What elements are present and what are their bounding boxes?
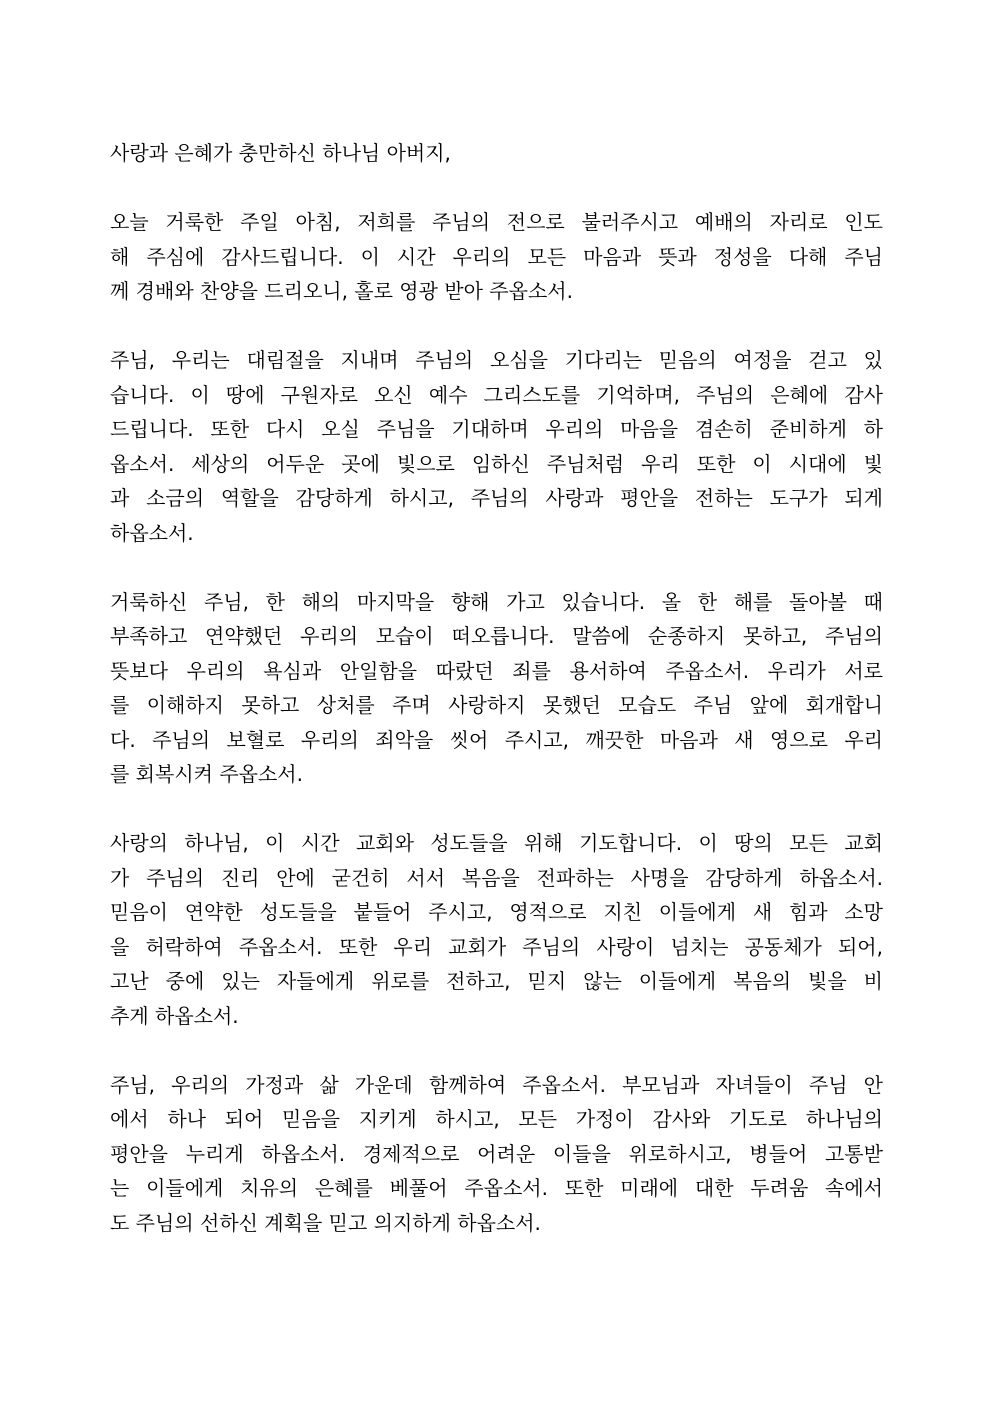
text-line: 를 이해하지 못하고 상처를 주며 사랑하지 못했던 모습도 주님 앞에 회개합니 bbox=[110, 693, 883, 717]
text-line: 거룩하신 주님, 한 해의 마지막을 향해 가고 있습니다. 올 한 해를 돌아볼 때 bbox=[110, 589, 883, 614]
text-line: 옵소서. 세상의 어두운 곳에 빛으로 임하신 주님처럼 우리 또한 이 시대에 빛 bbox=[110, 451, 883, 476]
paragraph-family bbox=[110, 1068, 883, 1241]
text-line: 에서 하나 되어 믿음을 지키게 하시고, 모든 가정이 감사와 기도로 하나님의 bbox=[110, 1107, 883, 1131]
text-line: 과 소금의 역할을 감당하게 하시고, 주님의 사랑과 평안을 전하는 도구가 되게 bbox=[110, 486, 883, 510]
text-line: 뜻보다 우리의 욕심과 안일함을 따랐던 죄를 용서하여 주옵소서. 우리가 서로 bbox=[110, 658, 883, 683]
text-line: 드립니다. 또한 다시 오실 주님을 기대하며 우리의 마음을 겸손히 준비하게 하 bbox=[110, 417, 883, 441]
prayer-text bbox=[110, 136, 883, 1275]
text-line: 도 주님의 선하신 계획을 믿고 의지하게 하옵소서. bbox=[110, 1210, 541, 1235]
text-line: 오늘 거룩한 주일 아침, 저희를 주님의 전으로 불러주시고 예배의 자리로 인도 bbox=[110, 210, 883, 234]
text-line: 습니다. 이 땅에 구원자로 오신 예수 그리스도를 기억하며, 주님의 은혜에 감사 bbox=[110, 382, 883, 407]
paragraph-repentance bbox=[110, 585, 883, 792]
paragraph-greeting bbox=[110, 136, 883, 171]
text-line: 추게 하옵소서. bbox=[110, 1003, 239, 1028]
paragraph-worship bbox=[110, 205, 883, 309]
text-line: 다. 주님의 보혈로 우리의 죄악을 씻어 주시고, 깨끗한 마음과 새 영으로 우리 bbox=[110, 727, 883, 752]
text-line: 고난 중에 있는 자들에게 위로를 전하고, 믿지 않는 이들에게 복음의 빛을 비 bbox=[110, 969, 883, 993]
paragraph-advent bbox=[110, 343, 883, 550]
text-line: 주님, 우리는 대림절을 지내며 주님의 오심을 기다리는 믿음의 여정을 걷고 있 bbox=[110, 348, 883, 372]
text-line: 믿음이 연약한 성도들을 붙들어 주시고, 영적으로 지친 이들에게 새 힘과 소망 bbox=[110, 900, 883, 924]
text-line: 평안을 누리게 하옵소서. 경제적으로 어려운 이들을 위로하시고, 병들어 고통받 bbox=[110, 1141, 883, 1166]
text-line: 는 이들에게 치유의 은혜를 베풀어 주옵소서. 또한 미래에 대한 두려움 속에서 bbox=[110, 1176, 883, 1200]
text-line: 을 허락하여 주옵소서. 또한 우리 교회가 주님의 사랑이 넘치는 공동체가 되어, bbox=[110, 934, 883, 959]
paragraph-church bbox=[110, 826, 883, 1033]
text-line: 해 주심에 감사드립니다. 이 시간 우리의 모든 마음과 뜻과 정성을 다해 주님 bbox=[110, 244, 883, 269]
text-line: 를 회복시켜 주옵소서. bbox=[110, 762, 303, 786]
text-line: 하옵소서. bbox=[110, 520, 194, 545]
text-line: 사랑과 은혜가 충만하신 하나님 아버지, bbox=[110, 141, 451, 165]
text-line: 주님, 우리의 가정과 삶 가운데 함께하여 주옵소서. 부모님과 자녀들이 주님 안 bbox=[110, 1072, 883, 1097]
text-line: 가 주님의 진리 안에 굳건히 서서 복음을 전파하는 사명을 감당하게 하옵소서. bbox=[110, 865, 883, 890]
text-line: 께 경배와 찬양을 드리오니, 홀로 영광 받아 주옵소서. bbox=[110, 279, 573, 303]
text-line: 부족하고 연약했던 우리의 모습이 떠오릅니다. 말씀에 순종하지 못하고, 주님의 bbox=[110, 624, 883, 648]
text-line: 사랑의 하나님, 이 시간 교회와 성도들을 위해 기도합니다. 이 땅의 모든 교회 bbox=[110, 831, 883, 855]
